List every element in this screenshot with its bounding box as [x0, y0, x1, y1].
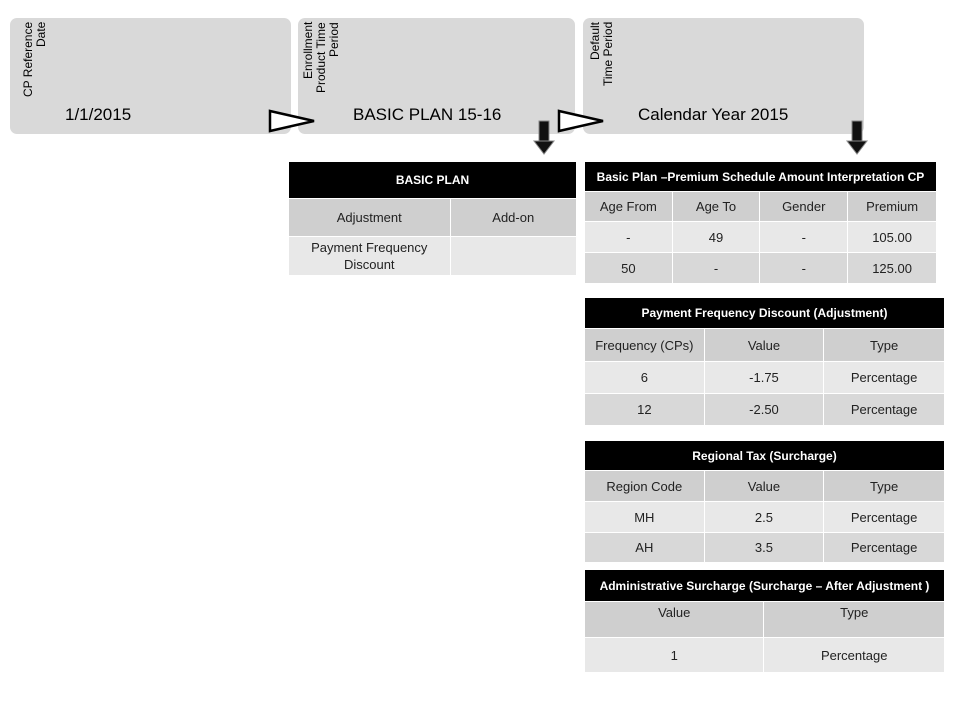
basic-plan-table: [288, 161, 577, 276]
table-cell: -: [760, 253, 848, 284]
column-header: Gender: [760, 192, 848, 222]
column-header: Add-on: [450, 199, 577, 237]
premium-schedule-title: Basic Plan –Premium Schedule Amount Interpretation CP: [585, 162, 937, 192]
table-cell: [450, 237, 577, 276]
table-cell: Percentage: [824, 502, 945, 533]
column-header: Value: [585, 602, 764, 638]
column-header: Age To: [672, 192, 760, 222]
payment-frequency-discount-table: [584, 297, 945, 426]
enrollment-product-time-period-value: BASIC PLAN 15-16: [353, 105, 502, 124]
payment-frequency-title: Payment Frequency Discount (Adjustment): [585, 298, 945, 329]
table-cell: -1.75: [704, 362, 824, 394]
table-cell: MH: [585, 502, 705, 533]
table-cell: -: [760, 222, 848, 253]
column-header: Type: [824, 471, 945, 502]
column-header: Value: [704, 471, 824, 502]
table-cell: Percentage: [824, 362, 945, 394]
column-header: Age From: [585, 192, 673, 222]
regional-tax-table: [584, 440, 945, 563]
table-cell: -2.50: [704, 394, 824, 426]
column-header: Region Code: [585, 471, 705, 502]
table-cell: Percentage: [824, 394, 945, 426]
down-arrow-1: [532, 120, 556, 156]
table-cell: 3.5: [704, 533, 824, 563]
table-cell: 12: [585, 394, 705, 426]
connector-arrow-1: [268, 109, 318, 133]
connector-arrow-2: [557, 109, 607, 133]
table-cell: 105.00: [848, 222, 937, 253]
table-cell: 1: [585, 638, 764, 673]
table-cell: 6: [585, 362, 705, 394]
cp-reference-date-value: 1/1/2015: [65, 105, 132, 124]
table-cell: -: [672, 253, 760, 284]
down-arrow-2: [845, 120, 869, 156]
basic-plan-title: BASIC PLAN: [289, 162, 577, 199]
column-header: Frequency (CPs): [585, 329, 705, 362]
cp-reference-date-card: [10, 18, 291, 134]
table-cell: AH: [585, 533, 705, 563]
default-time-period-value: Calendar Year 2015: [638, 105, 789, 124]
enrollment-product-time-period-card: [298, 18, 575, 134]
admin-surcharge-title: Administrative Surcharge (Surcharge – After Adjustment ): [585, 570, 945, 602]
column-header: Type: [824, 329, 945, 362]
table-cell: Payment Frequency Discount: [289, 237, 451, 276]
regional-tax-title: Regional Tax (Surcharge): [585, 441, 945, 471]
administrative-surcharge-table: [584, 569, 945, 673]
premium-schedule-table: [584, 161, 937, 284]
table-cell: 2.5: [704, 502, 824, 533]
cp-reference-date-label: CP Reference Date: [21, 22, 48, 98]
table-cell: 49: [672, 222, 760, 253]
table-cell: -: [585, 222, 673, 253]
table-cell: Percentage: [824, 533, 945, 563]
column-header: Type: [764, 602, 945, 638]
column-header: Premium: [848, 192, 937, 222]
default-time-period-label: Default Time Period: [588, 22, 615, 87]
table-cell: 125.00: [848, 253, 937, 284]
column-header: Value: [704, 329, 824, 362]
column-header: Adjustment: [289, 199, 451, 237]
table-cell: 50: [585, 253, 673, 284]
enrollment-product-time-period-label: Enrollment Product Time Period: [301, 22, 341, 93]
default-time-period-card: [583, 18, 864, 134]
table-cell: Percentage: [764, 638, 945, 673]
